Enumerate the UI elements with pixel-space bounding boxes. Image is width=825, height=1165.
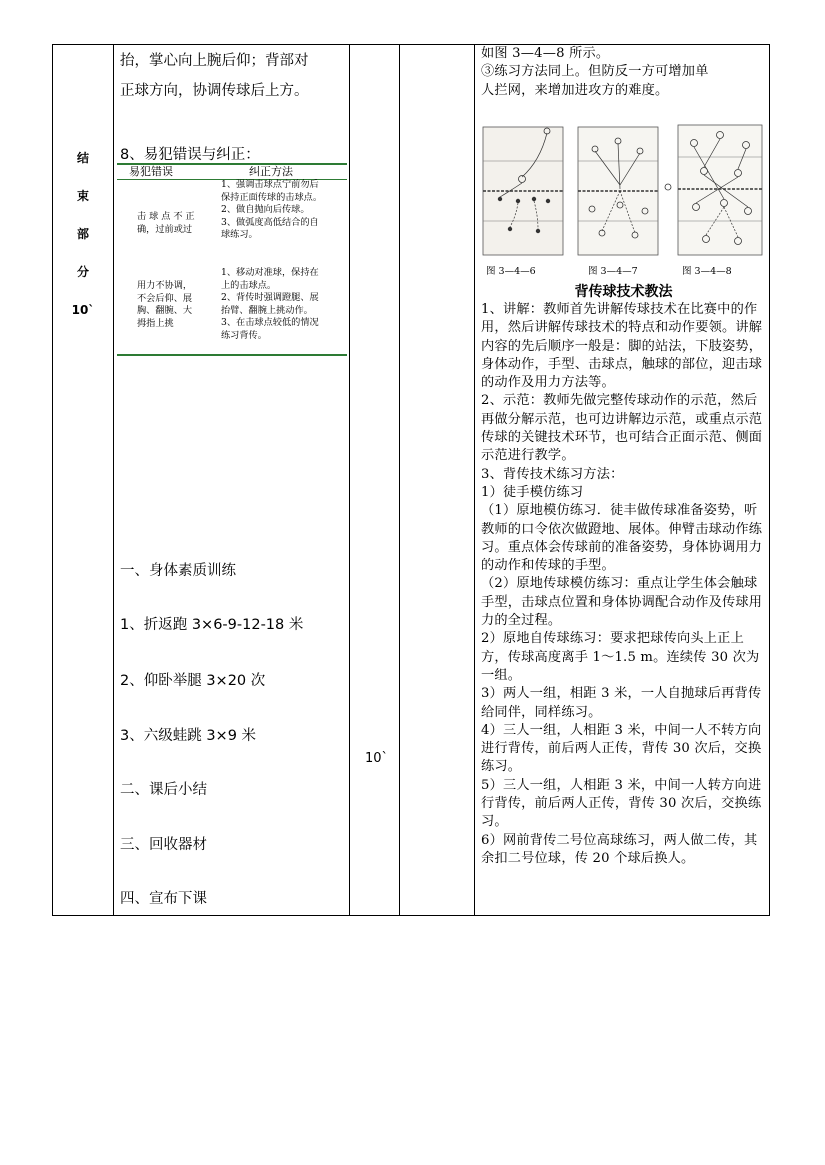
error-cell: [137, 280, 221, 330]
method-body: [481, 301, 769, 868]
figure-caption: 图 3—4—7: [588, 266, 638, 277]
lesson-plan-table: [52, 44, 770, 916]
fix-line: 2、背传时强调蹬腿、展: [221, 292, 319, 304]
section-label: [53, 139, 113, 329]
fix-line: 练习背传。: [221, 329, 267, 341]
training-item: 二、课后小结: [120, 782, 207, 798]
intro-line: 抬，掌心向上腕后仰；背部对: [120, 53, 309, 69]
training-item: 三、回收器材: [120, 837, 207, 853]
fix-line: 1、移动对准球，保持在: [221, 267, 319, 278]
training-item: 1、折返跑 3×6-9-12-18 米: [120, 617, 304, 633]
method-paragraph: 3）两人一组，相距 3 米，一人自抛球后再背传给同伴，同样练习。: [481, 686, 762, 720]
error-line: 拇指上挑: [137, 317, 174, 329]
fix-line: 抬臂、翻腕上挑动作。: [221, 304, 313, 316]
section-label-char: 结: [76, 151, 89, 165]
court-diagram-fig-3-4-7: [578, 127, 658, 255]
method-paragraph: （2）原地传球模仿练习：重点让学生体会触球手型，击球点位置和身体协调配合动作及传球用力的全过程。: [481, 576, 763, 629]
error-line: 不会后仰、展: [137, 292, 193, 304]
fix-cell: [221, 179, 349, 242]
court-diagram-fig-3-4-6: [483, 127, 563, 255]
method-intro-line: ③练习方法同上。但防反一方可增加单: [481, 64, 709, 80]
error-line: 击 球 点 不 正: [137, 211, 195, 222]
fix-line: 保持正面传球的击球点。: [221, 191, 323, 203]
fix-cell: [221, 267, 349, 343]
method-intro: [481, 45, 769, 100]
figure-caption: 图 3—4—6: [486, 266, 536, 277]
court-diagrams: [480, 121, 770, 261]
fix-line: 球练习。: [221, 229, 258, 241]
teaching-content-column: [113, 45, 349, 915]
fix-line: 2、做自抛向后传球。: [221, 204, 310, 216]
method-paragraph: （1）原地模仿练习．徒丰做传球准备姿势，听教师的口令依次做蹬地、展体。伸臂击球动作练习。重点体会传球前的准备姿势，身体协调用力的动作和传球的手型。: [481, 503, 763, 574]
method-intro-line: 人拦网，来增加进攻方的难度。: [481, 82, 669, 98]
method-intro-line: 如图 3—4—8 所示。: [481, 46, 610, 61]
section-label-char: 束: [76, 189, 89, 203]
training-item: 3、六级蛙跳 3×9 米: [120, 728, 257, 744]
errors-title: 8、易犯错误与纠正：: [120, 147, 260, 163]
error-line: 用力不协调，: [137, 280, 193, 291]
fix-line: 1、强调击球点宁前勿后: [221, 179, 319, 190]
error-cell: [137, 211, 221, 236]
column-divider: [399, 45, 400, 915]
header-fix: 纠正方法: [249, 165, 293, 178]
intro-line: 正球方向，协调传球后上方。: [120, 83, 309, 99]
error-correction-table: [117, 163, 347, 356]
training-item: 一、身体素质训练: [120, 563, 236, 579]
section-label-char: 部: [76, 227, 89, 241]
training-item: 四、宣布下课: [120, 891, 207, 907]
figure-caption: 图 3—4—8: [682, 266, 732, 277]
column-divider: [474, 45, 475, 915]
court-diagram-fig-3-4-8: [665, 125, 762, 255]
time-column: [349, 45, 399, 915]
method-column: [476, 45, 771, 915]
method-paragraph: 6）网前背传二号位高球练习，两人做二传，其余扣二号位球，传 20 个球后换人。: [481, 832, 758, 866]
method-title: 背传球技术教法: [574, 284, 673, 300]
training-item: 2、仰卧举腿 3×20 次: [120, 673, 266, 689]
fix-line: 上的击球点。: [221, 279, 277, 291]
section-time: 10`: [71, 303, 95, 317]
method-paragraph: 4）三人一组，人相距 3 米，中间一人不转方向进行背传，前后两人正传，背传 30 次后，交换练习。: [481, 722, 762, 775]
method-paragraph: 1、讲解：教师首先讲解传球技术在比赛中的作用，然后讲解传球技术的特点和动作要领。讲解内容的先后顺序一般是：脚的站法，下肢姿势，身体动作，手型、击球点，触球的部位，迎击球的动作及用力方法等。: [481, 302, 763, 391]
method-paragraph: 3、背传技术练习方法：: [481, 466, 624, 482]
error-line: 确，过前或过: [137, 223, 193, 235]
section-column: [53, 45, 113, 915]
time-value: 10`: [365, 751, 389, 766]
fix-line: 3、在击球点较低的情况: [221, 317, 319, 329]
error-table-header: [117, 165, 347, 180]
method-paragraph: 1）徒手模仿练习: [481, 484, 584, 500]
error-line: 胸、翻腕、大: [137, 305, 193, 317]
method-paragraph: 2）原地自传球练习：要求把球传向头上正上方，传球高度离手 1～1.5 m。连续传 30 次为一组。: [481, 631, 760, 683]
method-paragraph: 2、示范：教师先做完整传球动作的示范，然后再做分解示范，也可边讲解边示范，或重点示范传球的关键技术环节，也可结合正面示范、侧面示范进行教学。: [481, 393, 763, 464]
header-error: 易犯错误: [129, 165, 173, 178]
section-label-char: 分: [76, 265, 89, 279]
method-paragraph: 5）三人一组，人相距 3 米，中间一人转方向进行背传，前后两人正传，背传 30 次后，交换练习。: [481, 777, 762, 830]
fix-line: 3、做弧度高低结合的自: [221, 216, 319, 228]
